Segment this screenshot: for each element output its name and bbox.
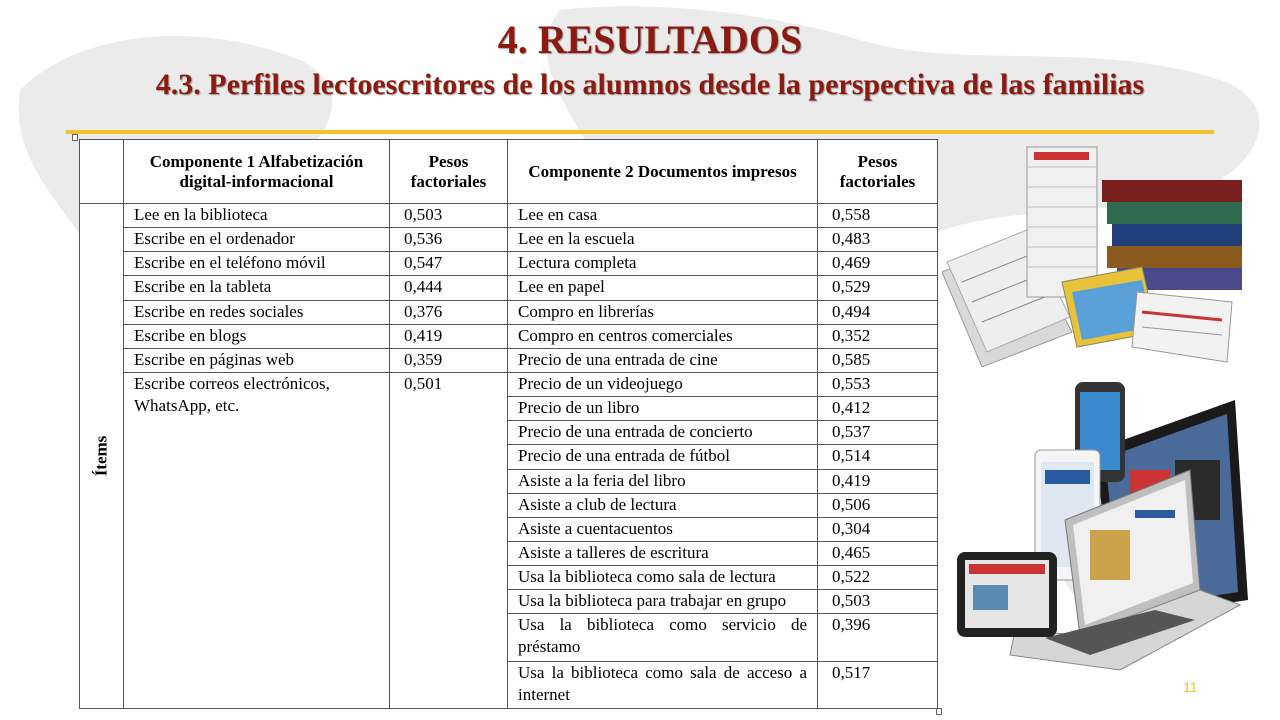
component2-item: Precio de una entrada de concierto [508, 421, 818, 445]
component2-item: Asiste a talleres de escritura [508, 541, 818, 565]
table-row [80, 300, 938, 324]
component2-item: Usa la biblioteca como sala de acceso a internet [508, 661, 818, 708]
component2-weight: 0,585 [818, 348, 938, 372]
component2-weight: 0,558 [818, 204, 938, 228]
component2-weight: 0,469 [818, 252, 938, 276]
component2-item: Usa la biblioteca como servicio de préstamo [508, 614, 818, 661]
table-row [80, 324, 938, 348]
page-number: 11 [1183, 679, 1198, 695]
component2-item: Precio de un libro [508, 397, 818, 421]
component2-weight: 0,419 [818, 469, 938, 493]
component1-weight: 0,536 [390, 228, 508, 252]
table-row [80, 228, 938, 252]
items-group-cell [80, 204, 124, 709]
component2-item: Lee en casa [508, 204, 818, 228]
header-weights-2: Pesos factoriales [818, 140, 938, 204]
title-underline [66, 130, 1214, 134]
component2-item: Asiste a cuentacuentos [508, 517, 818, 541]
component2-item: Usa la biblioteca para trabajar en grupo [508, 590, 818, 614]
small-phone-icon [957, 552, 1057, 637]
factor-loadings-table [79, 139, 938, 709]
table-anchor-mark [936, 708, 942, 715]
table-row [80, 372, 938, 396]
component2-weight: 0,514 [818, 445, 938, 469]
component1-weight: 0,419 [390, 324, 508, 348]
component2-weight: 0,352 [818, 324, 938, 348]
header-weights-1: Pesos factoriales [390, 140, 508, 204]
component1-weight: 0,376 [390, 300, 508, 324]
component2-item: Lee en la escuela [508, 228, 818, 252]
component2-item: Precio de una entrada de fútbol [508, 445, 818, 469]
paper-pile-icon [1027, 147, 1097, 297]
header-blank-cell [80, 140, 124, 204]
table-header-row [80, 140, 938, 204]
component2-weight: 0,412 [818, 397, 938, 421]
component2-weight: 0,553 [818, 372, 938, 396]
component1-item: Escribe en el ordenador [124, 228, 390, 252]
component1-item: Escribe correos electrónicos, WhatsApp, etc. [124, 372, 390, 708]
component2-weight: 0,503 [818, 590, 938, 614]
component1-item: Escribe en la tableta [124, 276, 390, 300]
printed-documents-illustration [942, 142, 1242, 377]
table-row [80, 252, 938, 276]
header-component-1: Componente 1 Alfabetización digital-informacional [124, 140, 390, 204]
table-anchor-mark [72, 134, 78, 141]
component2-weight: 0,304 [818, 517, 938, 541]
component1-item: Lee en la biblioteca [124, 204, 390, 228]
component1-weight: 0,547 [390, 252, 508, 276]
component2-item: Precio de un videojuego [508, 372, 818, 396]
component2-weight: 0,396 [818, 614, 938, 661]
component2-weight: 0,522 [818, 566, 938, 590]
slide-title: 4. RESULTADOS [497, 17, 803, 62]
component2-item: Compro en librerías [508, 300, 818, 324]
component2-weight: 0,494 [818, 300, 938, 324]
component2-item: Compro en centros comerciales [508, 324, 818, 348]
component2-weight: 0,537 [818, 421, 938, 445]
component1-item: Escribe en páginas web [124, 348, 390, 372]
component2-weight: 0,506 [818, 493, 938, 517]
component2-item: Precio de una entrada de cine [508, 348, 818, 372]
component1-weight: 0,503 [390, 204, 508, 228]
component2-item: Lectura completa [508, 252, 818, 276]
component2-item: Asiste a la feria del libro [508, 469, 818, 493]
table-row [80, 276, 938, 300]
component2-weight: 0,529 [818, 276, 938, 300]
digital-devices-illustration [955, 380, 1250, 690]
component1-item: Escribe en redes sociales [124, 300, 390, 324]
component1-item: Escribe en el teléfono móvil [124, 252, 390, 276]
component1-weight: 0,359 [390, 348, 508, 372]
component2-weight: 0,517 [818, 661, 938, 708]
slide-subtitle: 4.3. Perfiles lectoescritores de los alumnos desde la perspectiva de las familias [155, 68, 1145, 101]
component2-weight: 0,483 [818, 228, 938, 252]
header-component-2: Componente 2 Documentos impresos [508, 140, 818, 204]
component1-item: Escribe en blogs [124, 324, 390, 348]
items-group-label: Ítems [91, 435, 111, 477]
component1-weight: 0,444 [390, 276, 508, 300]
component2-item: Usa la biblioteca como sala de lectura [508, 566, 818, 590]
component2-weight: 0,465 [818, 541, 938, 565]
component2-item: Lee en papel [508, 276, 818, 300]
table-row [80, 204, 938, 228]
table-row [80, 348, 938, 372]
component1-weight: 0,501 [390, 372, 508, 708]
component2-item: Asiste a club de lectura [508, 493, 818, 517]
